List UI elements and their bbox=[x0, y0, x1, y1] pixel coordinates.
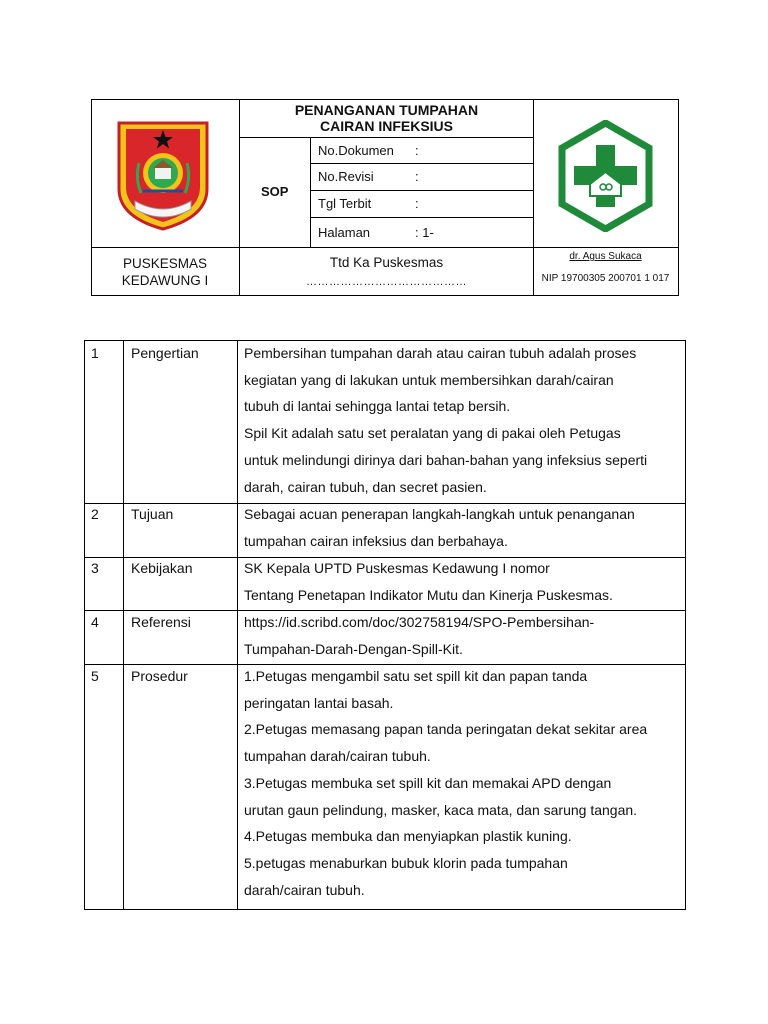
org-line: KEDAWUNG I bbox=[121, 273, 209, 288]
header-divider bbox=[239, 137, 534, 138]
content-line: untuk melindungi dirinya dari bahan-bahan yang infeksius seperti bbox=[244, 451, 648, 468]
doctor-name: dr. Agus Sukaca bbox=[569, 251, 642, 262]
content-line: kegiatan yang di lakukan untuk membersihkan darah/cairan bbox=[244, 371, 614, 388]
content-line: tubuh di lantai sehingga lantai tetap bersih. bbox=[244, 398, 511, 415]
regency-emblem-icon bbox=[117, 121, 209, 231]
meta-value: : bbox=[415, 196, 419, 211]
puskesmas-logo-icon bbox=[558, 120, 653, 232]
title-line: PENANGANAN TUMPAHAN bbox=[294, 102, 479, 118]
content-line: Tentang Penetapan Indikator Mutu dan Kinerja Puskesmas. bbox=[244, 586, 613, 603]
header-divider bbox=[310, 137, 311, 247]
meta-label: Tgl Terbit bbox=[318, 196, 372, 211]
table-column-divider bbox=[237, 340, 238, 910]
content-line: peringatan lantai basah. bbox=[244, 694, 394, 711]
meta-value: : 1- bbox=[415, 225, 434, 240]
row-label: Pengertian bbox=[131, 345, 199, 361]
meta-label: No.Revisi bbox=[318, 169, 374, 184]
table-border-right bbox=[685, 340, 686, 910]
doctor-nip: NIP 19700305 200701 1 017 bbox=[541, 273, 670, 284]
header-divider bbox=[310, 163, 534, 164]
title-line: CAIRAN INFEKSIUS bbox=[319, 118, 453, 134]
row-number: 1 bbox=[91, 345, 99, 361]
table-border-left bbox=[84, 340, 85, 910]
organization-name bbox=[91, 255, 239, 289]
header-divider bbox=[91, 247, 679, 248]
row-label: Prosedur bbox=[131, 668, 188, 684]
org-line: PUSKESMAS bbox=[122, 256, 208, 271]
content-line: darah, cairan tubuh, dan secret pasien. bbox=[244, 478, 487, 495]
document-title bbox=[239, 102, 534, 134]
row-content bbox=[244, 555, 613, 608]
content-line: darah/cairan tubuh. bbox=[244, 881, 365, 898]
content-line: https://id.scribd.com/doc/302758194/SPO-Pembersihan- bbox=[244, 614, 595, 630]
content-line: 1.Petugas mengambil satu set spill kit dan papan tanda bbox=[244, 668, 588, 684]
content-line: tumpahan cairan infeksius dan berbahaya. bbox=[244, 532, 508, 549]
row-number: 4 bbox=[91, 614, 99, 630]
meta-label: No.Dokumen bbox=[318, 143, 394, 158]
content-line: 3.Petugas membuka set spill kit dan memakai APD dengan bbox=[244, 774, 612, 791]
signature-line: …………………………………… bbox=[306, 276, 467, 288]
table-column-divider bbox=[123, 340, 124, 910]
row-number: 3 bbox=[91, 560, 99, 576]
content-line: tumpahan darah/cairan tubuh. bbox=[244, 748, 431, 765]
row-content bbox=[244, 501, 635, 554]
row-content bbox=[244, 663, 647, 903]
content-line: 2.Petugas memasang papan tanda peringatan dekat sekitar area bbox=[244, 721, 648, 738]
meta-label: Halaman bbox=[318, 225, 371, 240]
content-line: Tumpahan-Darah-Dengan-Spill-Kit. bbox=[244, 640, 463, 657]
content-line: Sebagai acuan penerapan langkah-langkah untuk penanganan bbox=[244, 506, 635, 522]
header-border-right bbox=[678, 99, 679, 296]
header-divider bbox=[310, 190, 534, 191]
row-number: 2 bbox=[91, 506, 99, 522]
meta-value: : bbox=[415, 169, 419, 184]
row-content bbox=[244, 609, 594, 662]
header-border-bottom bbox=[91, 295, 679, 296]
content-line: 4.Petugas membuka dan menyiapkan plastik kuning. bbox=[244, 828, 572, 845]
header-divider bbox=[310, 217, 534, 218]
content-line: Pembersihan tumpahan darah atau cairan tubuh adalah proses bbox=[244, 345, 637, 361]
signature-label: Ttd Ka Puskesmas bbox=[329, 255, 444, 270]
row-label: Referensi bbox=[131, 614, 191, 630]
table-border-bottom bbox=[84, 909, 686, 910]
row-content bbox=[244, 340, 647, 500]
header-border-top bbox=[91, 99, 679, 100]
content-line: 5.petugas menaburkan bubuk klorin pada tumpahan bbox=[244, 854, 568, 871]
row-label: Tujuan bbox=[131, 506, 174, 522]
sop-label: SOP bbox=[261, 184, 289, 199]
content-line: urutan gaun pelindung, masker, kaca mata, dan sarung tangan. bbox=[244, 801, 638, 818]
content-line: Spil Kit adalah satu set peralatan yang di pakai oleh Petugas bbox=[244, 425, 621, 442]
meta-value: : bbox=[415, 143, 419, 158]
row-label: Kebijakan bbox=[131, 560, 193, 576]
row-number: 5 bbox=[91, 668, 99, 684]
content-line: SK Kepala UPTD Puskesmas Kedawung I nomor bbox=[244, 560, 550, 576]
